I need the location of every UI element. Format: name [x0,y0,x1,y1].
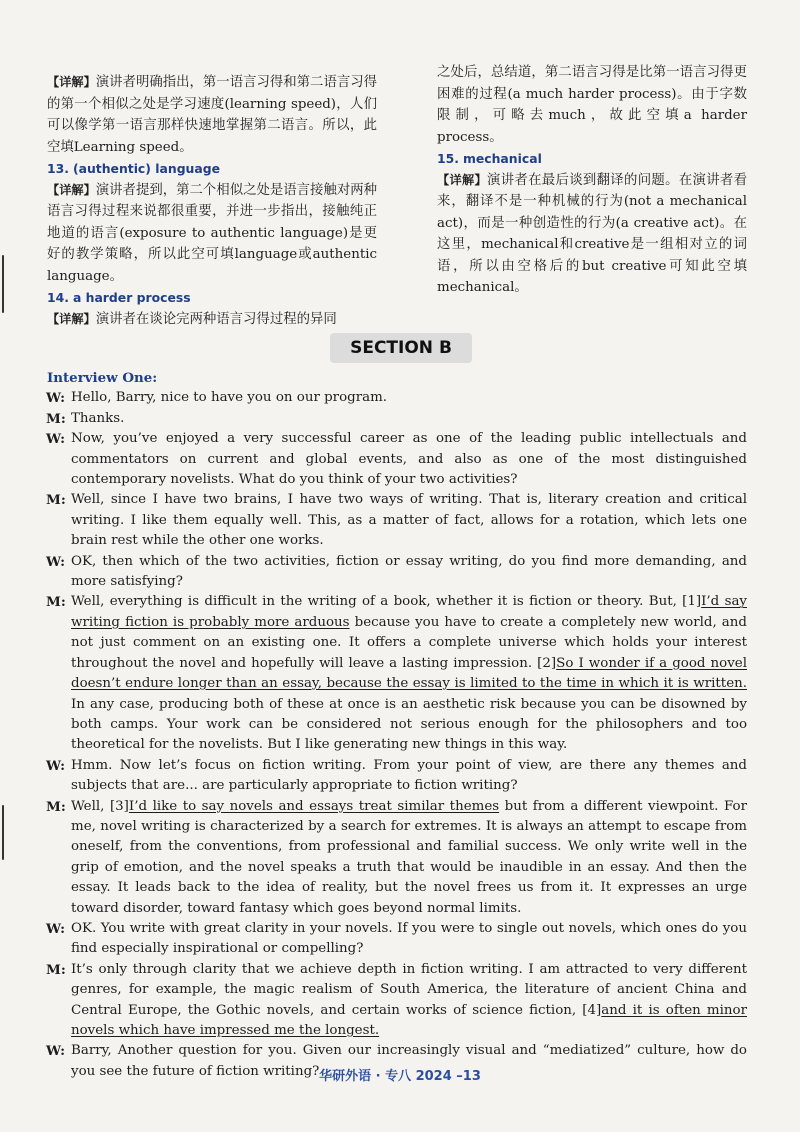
dialogue-turn [47,388,747,408]
detail-text: 演讲者在最后谈到翻译的问题。在演讲者看来，翻译不是一种机械的行为(not a mechanical act)，而是一种创造性的行为(a creative act)。在这里，mechanical和creative是一组相对立的词语，所以由空格后的but creative可知此空填mechanical。 [437,172,748,295]
dialogue-text: Well, [3] [71,798,129,814]
detail-paragraph [437,170,747,299]
detail-text: 之处后，总结道，第二语言习得是比第一语言习得更困难的过程(a much harder process)。由于字数限制，可略去much，故此空填a harder process。 [437,65,747,145]
dialogue-turn [47,797,747,919]
underlined-answer-text: I’d like to say novels and essays treat similar themes [128,798,500,814]
detail-paragraph [47,72,377,158]
underlined-answer-text: and it is often minor novels which have impressed me the longest. [71,1002,747,1038]
detail-label: 【详解】 [437,172,487,187]
underlined-answer-text: I’d say writing fiction is probably more arduous [71,594,747,630]
speaker-label: M: [46,410,66,427]
detail-paragraph [47,180,377,288]
dialogue-text: OK. You write with great clarity in your novels. If you were to single out novels, which ones do you find especially inspirational or compelling? [71,920,747,957]
speaker-label: M: [46,594,66,611]
detail-label: 【详解】 [47,311,96,326]
detail-text: 演讲者提到，第二个相似之处是语言接触对两种语言习得过程来说都很重要，并进一步指出，接触纯正地道的语言(exposure to authentic language)是更好的教学策略，所以此空可填language或authentic language。 [47,182,378,284]
dialogue-text: but from a different viewpoint. For me, novel writing is characterized by a search for extremes. It is always an attempt to escape from oneself, from the conventions, from professional and familial success. We only write well in the grip of emotion, and the novel speaks a truth that would be inaudible in an essay. And then the essay. It leads back to the idea of reality, but the novel frees us from it. It expresses an urge toward disorder, toward fantasy which goes beyond normal limits. [71,798,747,916]
dialogue-text: Well, everything is difficult in the writing of a book, whether it is fiction or theory. But, [1] [71,594,702,610]
answer-text: mechanical [462,151,542,166]
speaker-label: W: [46,757,66,774]
binder-mark-middle [2,805,4,860]
detail-label: 【详解】 [47,75,96,89]
speaker-label: W: [46,920,66,937]
dialogue-turn [47,552,747,593]
speaker-label: W: [46,1043,66,1060]
dialogue-text: In any case, producing both of these at once is an aesthetic risk because you can be disowned by both camps. Your work can be considered not serious enough for the philosophers and too theoretical for the novelists. But I like generating new things in this way. [71,696,747,753]
section-title: SECTION B [330,333,472,363]
dialogue-text: Now, you’ve enjoyed a very successful career as one of the leading public intellectuals and commentators on current and global events, and also as one of the most distinguished contemporary novelists. What do you think of your two activities? [71,431,747,488]
binder-mark-top [2,255,4,313]
speaker-label: M: [46,492,66,509]
dialogue-turn [47,409,747,429]
interview-transcript [47,368,747,1082]
dialogue-turn [47,919,747,960]
dialogue-turn [47,756,747,797]
detail-paragraph [437,62,747,148]
dialogue-text: Hmm. Now let’s focus on fiction writing. From your point of view, are there any themes and subjects that are... are particularly appropriate to fiction writing? [71,757,747,794]
detail-text: 演讲者在谈论完两种语言习得过程的异同 [95,311,337,327]
page-footer: 华研外语 · 专八 2024 –13 [319,1069,481,1084]
dialogue-text: Barry, Another question for you. Given our increasingly visual and “mediatized” culture, how do you see the future of fiction writing? [71,1043,747,1079]
answer-text: (authentic) language [72,161,221,176]
answer-line [47,287,377,309]
dialogue-turn [47,960,747,1042]
dialogue-turn [47,429,747,490]
answer-number: 15. [437,151,459,166]
speaker-label: M: [46,798,66,815]
dialogue-turn [47,490,747,551]
dialogue-text: It’s only through clarity that we achieve depth in fiction writing. I am attracted to very different genres, for example, the magic realism of South America, the literature of ancient China and Central Europe, the Gothic novels, and certain works of science fiction, [4] [71,961,747,1018]
answer-number: 13. [47,161,69,176]
dialogue-text: because you have to create a completely new world, and not just comment on an existing one. It offers a complete universe which holds your interest throughout the novel and hopefully will leave a lasting impression. [2] [71,614,747,671]
detail-label: 【详解】 [47,182,96,197]
answer-line [437,148,747,170]
underlined-answer-text: So I wonder if a good novel doesn’t endure longer than an essay, because the essay is limited to the time in which it is written. [71,655,747,692]
answer-number: 14. [47,290,69,305]
dialogue-text: OK, then which of the two activities, fiction or essay writing, do you find more demanding, and more satisfying? [71,553,747,590]
speaker-label: W: [46,390,66,407]
speaker-label: W: [46,553,66,570]
answer-line [47,158,377,180]
left-answer-column [47,72,377,330]
transcript-turns [47,388,747,1082]
dialogue-text: Well, since I have two brains, I have two ways of writing. That is, literary creation and critical writing. I like them equally well. This, as a matter of fact, allows for a rotation, which lets one brain rest while the other one works. [71,492,747,549]
interview-title: Interview One: [47,370,158,386]
dialogue-text: Thanks. [71,410,125,426]
dialogue-text: Hello, Barry, nice to have you on our program. [71,390,388,406]
answer-text: a harder process [72,290,191,305]
dialogue-turn [47,592,747,755]
detail-text: 演讲者明确指出，第一语言习得和第二语言习得的第一个相似之处是学习速度(learning speed)，人们可以像学第一语言那样快速地掌握第二语言。所以，此空填Learning speed。 [47,75,378,155]
right-answer-column [437,62,747,299]
speaker-label: W: [46,431,66,448]
detail-paragraph [47,309,377,331]
speaker-label: M: [46,961,66,978]
